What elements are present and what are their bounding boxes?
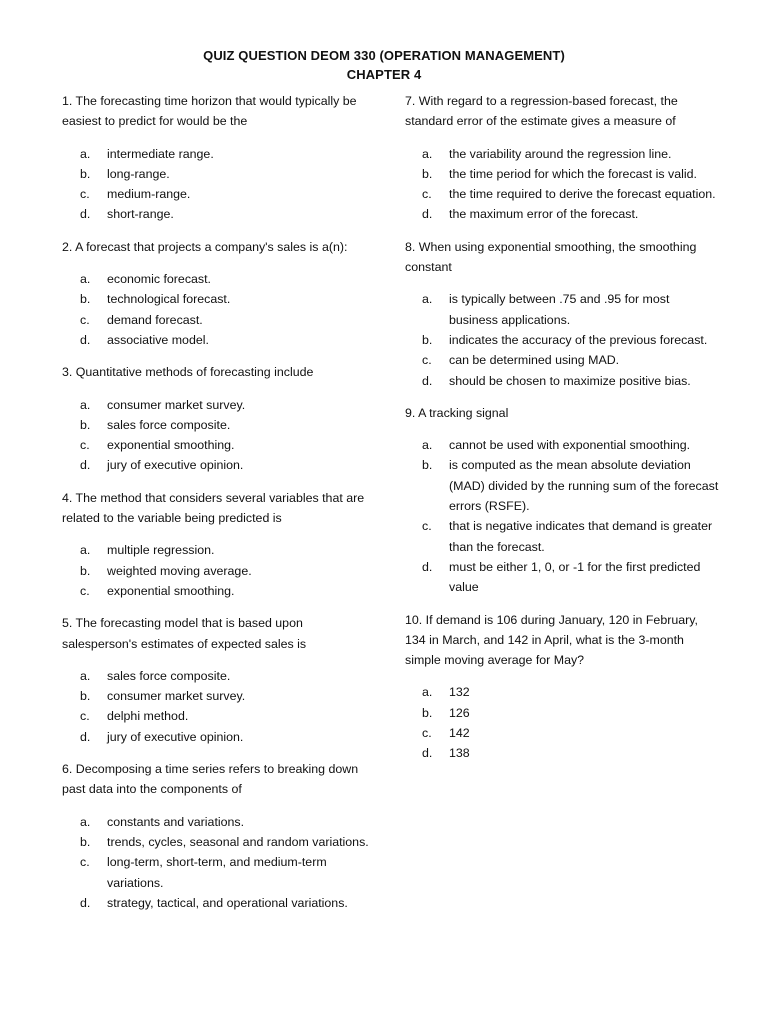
option-letter: b. [422,705,433,720]
answer-option [62,812,380,832]
answer-option [62,395,380,415]
option-letter: b. [80,292,91,307]
option-text: sales force composite. [107,417,231,432]
answer-option [62,415,380,435]
option-letter: b. [422,458,433,473]
option-letter: c. [422,519,432,534]
question-4 [62,488,380,601]
option-letter: d. [80,332,91,347]
answer-options [62,395,380,476]
option-text: is computed as the mean absolute deviation (MAD) divided by the running sum of the forecast errors (RSFE). [449,458,719,514]
answer-option [405,204,721,224]
option-letter: c. [422,353,432,368]
option-letter: c. [422,726,432,741]
question-stem: 8. When using exponential smoothing, the smoothing constant [405,239,697,275]
question-1 [62,91,380,225]
option-text: trends, cycles, seasonal and random variations. [107,834,369,849]
option-text: sales force composite. [107,668,231,683]
question-7 [405,91,721,225]
question-stem: 3. Quantitative methods of forecasting include [62,365,314,380]
answer-option [62,204,380,224]
option-letter: c. [80,855,90,870]
question-stem: 6. Decomposing a time series refers to breaking down past data into the components of [62,762,359,797]
answer-option [62,581,380,601]
option-text: economic forecast. [107,272,211,287]
option-letter: d. [80,895,91,910]
option-letter: d. [422,373,433,388]
option-text: is typically between .75 and .95 for most business applications. [449,292,670,327]
question-2 [62,237,380,350]
page-title: QUIZ QUESTION DEOM 330 (OPERATION MANAGEMENT) [203,48,565,63]
option-letter: c. [80,312,90,327]
option-text: delphi method. [107,709,189,724]
answer-options [62,540,380,601]
answer-option [62,706,380,726]
option-letter: d. [422,207,433,222]
option-letter: a. [80,543,91,558]
option-text: must be either 1, 0, or -1 for the first predicted value [449,559,701,595]
option-letter: c. [80,583,90,598]
option-letter: b. [422,332,433,347]
question-stem: 10. If demand is 106 during January, 120 in February, 134 in March, and 142 in April, what is the 3-month simple moving average for May? [405,612,698,668]
question-8 [405,237,721,391]
option-text: constants and variations. [107,814,245,829]
option-letter: b. [80,689,91,704]
question-3 [62,362,380,475]
left-column [62,91,380,925]
question-stem: 2. A forecast that projects a company's sales is a(n): [62,239,348,254]
answer-options [62,666,380,747]
chapter-title: CHAPTER 4 [346,67,422,82]
option-letter: b. [80,166,91,181]
option-text: strategy, tactical, and operational variations. [107,895,348,910]
question-stem: 4. The method that considers several variables that are related to the variable being predicted is [62,490,365,526]
option-text: jury of executive opinion. [107,458,244,473]
option-text: exponential smoothing. [107,438,235,453]
answer-option [62,666,380,686]
answer-options [405,682,721,763]
option-text: 126 [449,705,470,720]
answer-option [405,682,721,702]
answer-options [62,269,380,350]
option-letter: b. [80,417,91,432]
option-text: the maximum error of the forecast. [449,207,639,222]
option-text: 132 [449,685,470,700]
question-stem: 1. The forecasting time horizon that would typically be easiest to predict for would be the [62,94,357,129]
question-stem: 7. With regard to a regression-based forecast, the standard error of the estimate gives a measure of [405,94,678,129]
option-text: multiple regression. [107,543,215,558]
question-stem: 9. A tracking signal [405,405,509,420]
option-text: consumer market survey. [107,689,246,704]
answer-options [405,435,721,597]
option-letter: d. [422,746,433,761]
right-column [405,91,721,776]
option-letter: b. [80,563,91,578]
answer-option [405,350,721,370]
question-6 [62,759,380,913]
answer-option [405,330,721,350]
option-letter: a. [80,397,91,412]
option-letter: a. [80,146,91,161]
answer-option [62,893,380,913]
option-text: consumer market survey. [107,397,246,412]
option-letter: b. [80,834,91,849]
option-text: weighted moving average. [107,563,252,578]
option-letter: a. [422,438,433,453]
option-text: the variability around the regression line. [449,146,672,161]
answer-option [405,435,721,455]
answer-option [405,455,721,516]
option-text: that is negative indicates that demand is greater than the forecast. [449,519,713,554]
answer-option [62,330,380,350]
option-letter: c. [80,709,90,724]
option-text: cannot be used with exponential smoothing. [449,438,691,453]
answer-option [405,184,721,204]
option-text: indicates the accuracy of the previous forecast. [449,332,708,347]
option-letter: d. [80,458,91,473]
answer-option [62,561,380,581]
option-letter: a. [80,814,91,829]
option-text: should be chosen to maximize positive bias. [449,373,691,388]
answer-options [405,144,721,225]
answer-option [62,686,380,706]
answer-option [405,144,721,164]
answer-option [62,435,380,455]
answer-option [62,164,380,184]
answer-option [405,723,721,743]
option-text: technological forecast. [107,292,231,307]
answer-option [62,184,380,204]
option-letter: d. [80,729,91,744]
option-letter: a. [422,292,433,307]
option-text: the time required to derive the forecast equation. [449,187,716,202]
answer-option [405,289,721,330]
answer-option [62,455,380,475]
answer-options [62,144,380,225]
option-text: associative model. [107,332,209,347]
option-letter: d. [422,559,433,574]
answer-options [405,289,721,390]
answer-option [62,852,380,893]
answer-option [62,144,380,164]
question-10 [405,610,721,764]
option-text: 138 [449,746,470,761]
answer-option [405,703,721,723]
question-9 [405,403,721,598]
option-text: short-range. [107,207,174,222]
option-letter: c. [80,187,90,202]
option-text: intermediate range. [107,146,214,161]
option-text: jury of executive opinion. [107,729,244,744]
option-letter: a. [80,272,91,287]
option-letter: a. [422,146,433,161]
answer-option [62,727,380,747]
answer-option [405,557,721,598]
option-text: the time period for which the forecast is valid. [449,166,697,181]
option-letter: c. [422,187,432,202]
answer-option [405,371,721,391]
answer-option [62,289,380,309]
answer-options [62,812,380,913]
answer-option [405,516,721,557]
option-text: exponential smoothing. [107,583,235,598]
document-header [0,46,768,84]
answer-option [62,540,380,560]
answer-option [405,164,721,184]
answer-option [62,832,380,852]
answer-option [405,743,721,763]
option-text: demand forecast. [107,312,203,327]
question-5 [62,613,380,747]
option-letter: a. [80,668,91,683]
answer-option [62,269,380,289]
answer-option [62,310,380,330]
option-text: 142 [449,726,470,741]
option-letter: c. [80,438,90,453]
option-letter: b. [422,166,433,181]
option-text: medium-range. [107,187,191,202]
option-text: long-term, short-term, and medium-term variations. [107,855,327,890]
option-text: long-range. [107,166,170,181]
option-letter: a. [422,685,433,700]
option-letter: d. [80,207,91,222]
question-stem: 5. The forecasting model that is based upon salesperson's estimates of expected sales is [62,616,307,651]
option-text: can be determined using MAD. [449,353,620,368]
